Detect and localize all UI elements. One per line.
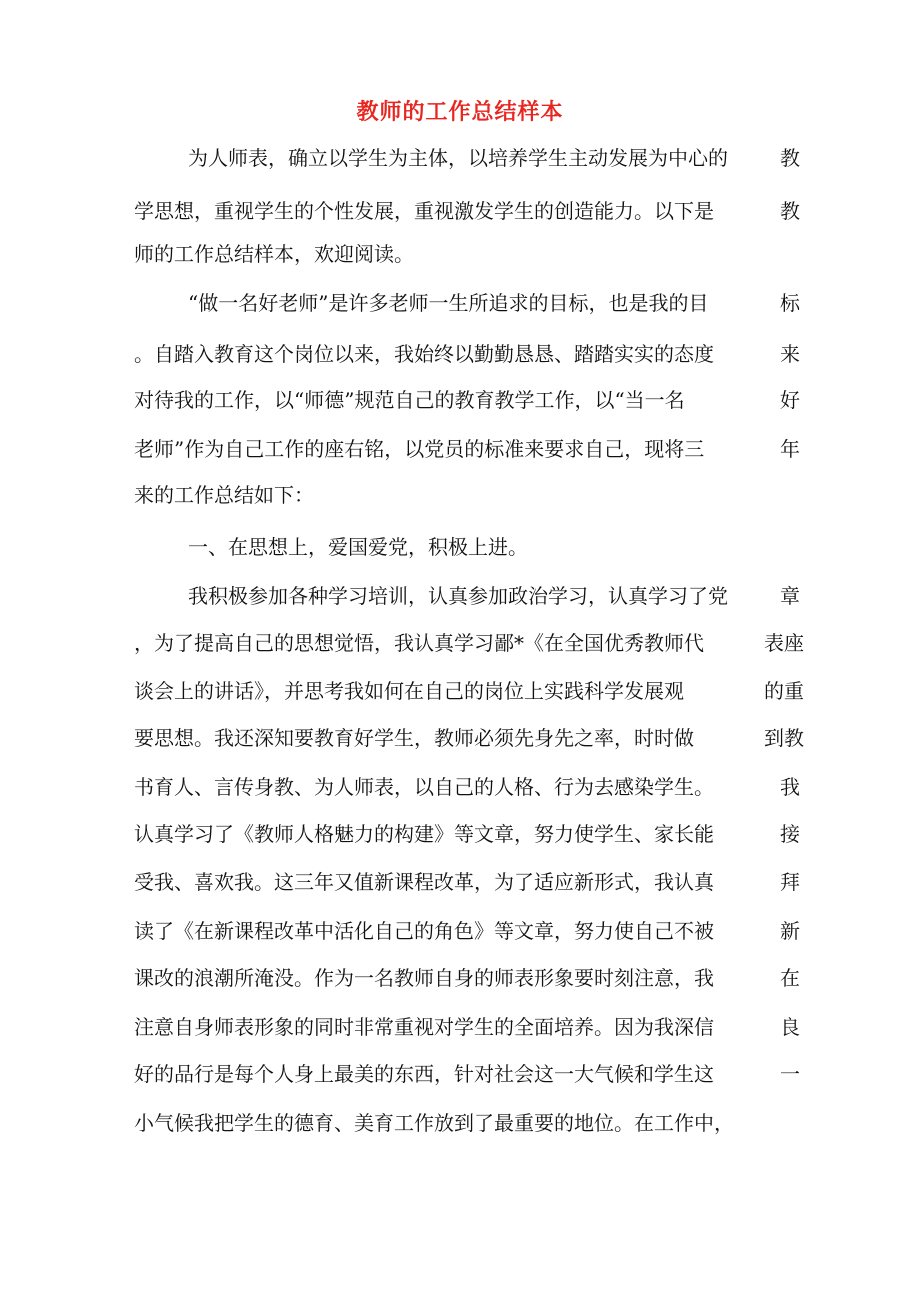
line-tail: 好: [780, 388, 800, 412]
text-line: [0, 1106, 920, 1140]
line-tail: 章: [780, 584, 800, 608]
line-text: 好的品行是每个人身上最美的东西，针对社会这一大气候和学生这: [134, 1062, 714, 1086]
line-tail: 年: [780, 437, 800, 461]
line-text: 谈会上的讲话》，并思考我如何在自己的岗位上实践科学发展观: [134, 679, 684, 703]
text-line: [0, 770, 920, 804]
line-tail: 到教: [764, 726, 804, 750]
document-title: 教师的工作总结样本: [356, 99, 564, 125]
line-tail: 良: [780, 1015, 800, 1039]
line-text: 认真学习了《教师人格魅力的构建》等文章，努力使学生、家长能: [134, 822, 714, 846]
line-tail: 接: [780, 822, 800, 846]
text-line: [0, 721, 920, 755]
line-text: 书育人、言传身教、为人师表，以自己的人格、行为去感染学生。: [134, 775, 714, 799]
line-text: 一、在思想上，爱国爱党，积极上进。: [188, 535, 528, 559]
line-text: 。自踏入教育这个岗位以来，我始终以勤勤恳恳、踏踏实实的态度: [134, 342, 714, 366]
line-tail: 一: [780, 1062, 800, 1086]
line-tail: 标: [780, 291, 800, 315]
text-line: [0, 674, 920, 708]
text-line: [0, 286, 920, 320]
text-line: [0, 383, 920, 417]
text-line: [0, 1010, 920, 1044]
line-tail: 在: [780, 966, 800, 990]
text-line: [0, 914, 920, 948]
line-tail: 我: [780, 775, 800, 799]
line-text: 读了《在新课程改革中活化自己的角色》等文章，努力使自己不被: [134, 919, 714, 943]
text-line: [0, 530, 920, 564]
line-text: 老师”作为自己工作的座右铭，以党员的标准来要求自己，现将三: [134, 437, 705, 461]
line-tail: 拜: [780, 870, 800, 894]
text-line: [0, 1057, 920, 1091]
line-text: 小气候我把学生的德育、美育工作放到了最重要的地位。在工作中，: [134, 1111, 734, 1135]
line-text: ，为了提高自己的思想觉悟，我认真学习鄙*《在全国优秀教师代: [134, 631, 704, 655]
line-text: 师的工作总结样本，欢迎阅读。: [134, 242, 414, 266]
line-tail: 来: [780, 342, 800, 366]
text-line: [0, 478, 920, 512]
line-text: 我积极参加各种学习培训，认真参加政治学习，认真学习了党: [188, 584, 728, 608]
line-text: 对待我的工作，以“师德”规范自己的教育教学工作，以“当一名: [134, 388, 685, 412]
line-tail: 教: [780, 199, 800, 223]
line-tail: 的重: [764, 679, 804, 703]
text-line: [0, 432, 920, 466]
text-line: [0, 626, 920, 660]
line-text: 受我、喜欢我。这三年又值新课程改革，为了适应新形式，我认真: [134, 870, 714, 894]
text-line: [0, 579, 920, 613]
text-line: [0, 237, 920, 271]
line-text: 学思想，重视学生的个性发展，重视激发学生的创造能力。以下是: [134, 199, 714, 223]
text-line: [0, 194, 920, 228]
line-text: 课改的浪潮所淹没。作为一名教师自身的师表形象要时刻注意，我: [134, 966, 714, 990]
text-line: [0, 337, 920, 371]
line-tail: 新: [780, 919, 800, 943]
line-text: 为人师表，确立以学生为主体，以培养学生主动发展为中心的: [188, 146, 728, 170]
line-tail: 表座: [764, 631, 804, 655]
line-text: 来的工作总结如下：: [134, 483, 314, 507]
text-line: [0, 865, 920, 899]
line-text: 要思想。我还深知要教育好学生，教师必须先身先之率，时时做: [134, 726, 694, 750]
line-tail: 教: [780, 146, 800, 170]
line-text: 注意自身师表形象的同时非常重视对学生的全面培养。因为我深信: [134, 1015, 714, 1039]
text-line: [0, 141, 920, 175]
text-line: [0, 961, 920, 995]
line-text: “做一名好老师”是许多老师一生所追求的目标，也是我的目: [188, 291, 709, 315]
text-line: [0, 817, 920, 851]
